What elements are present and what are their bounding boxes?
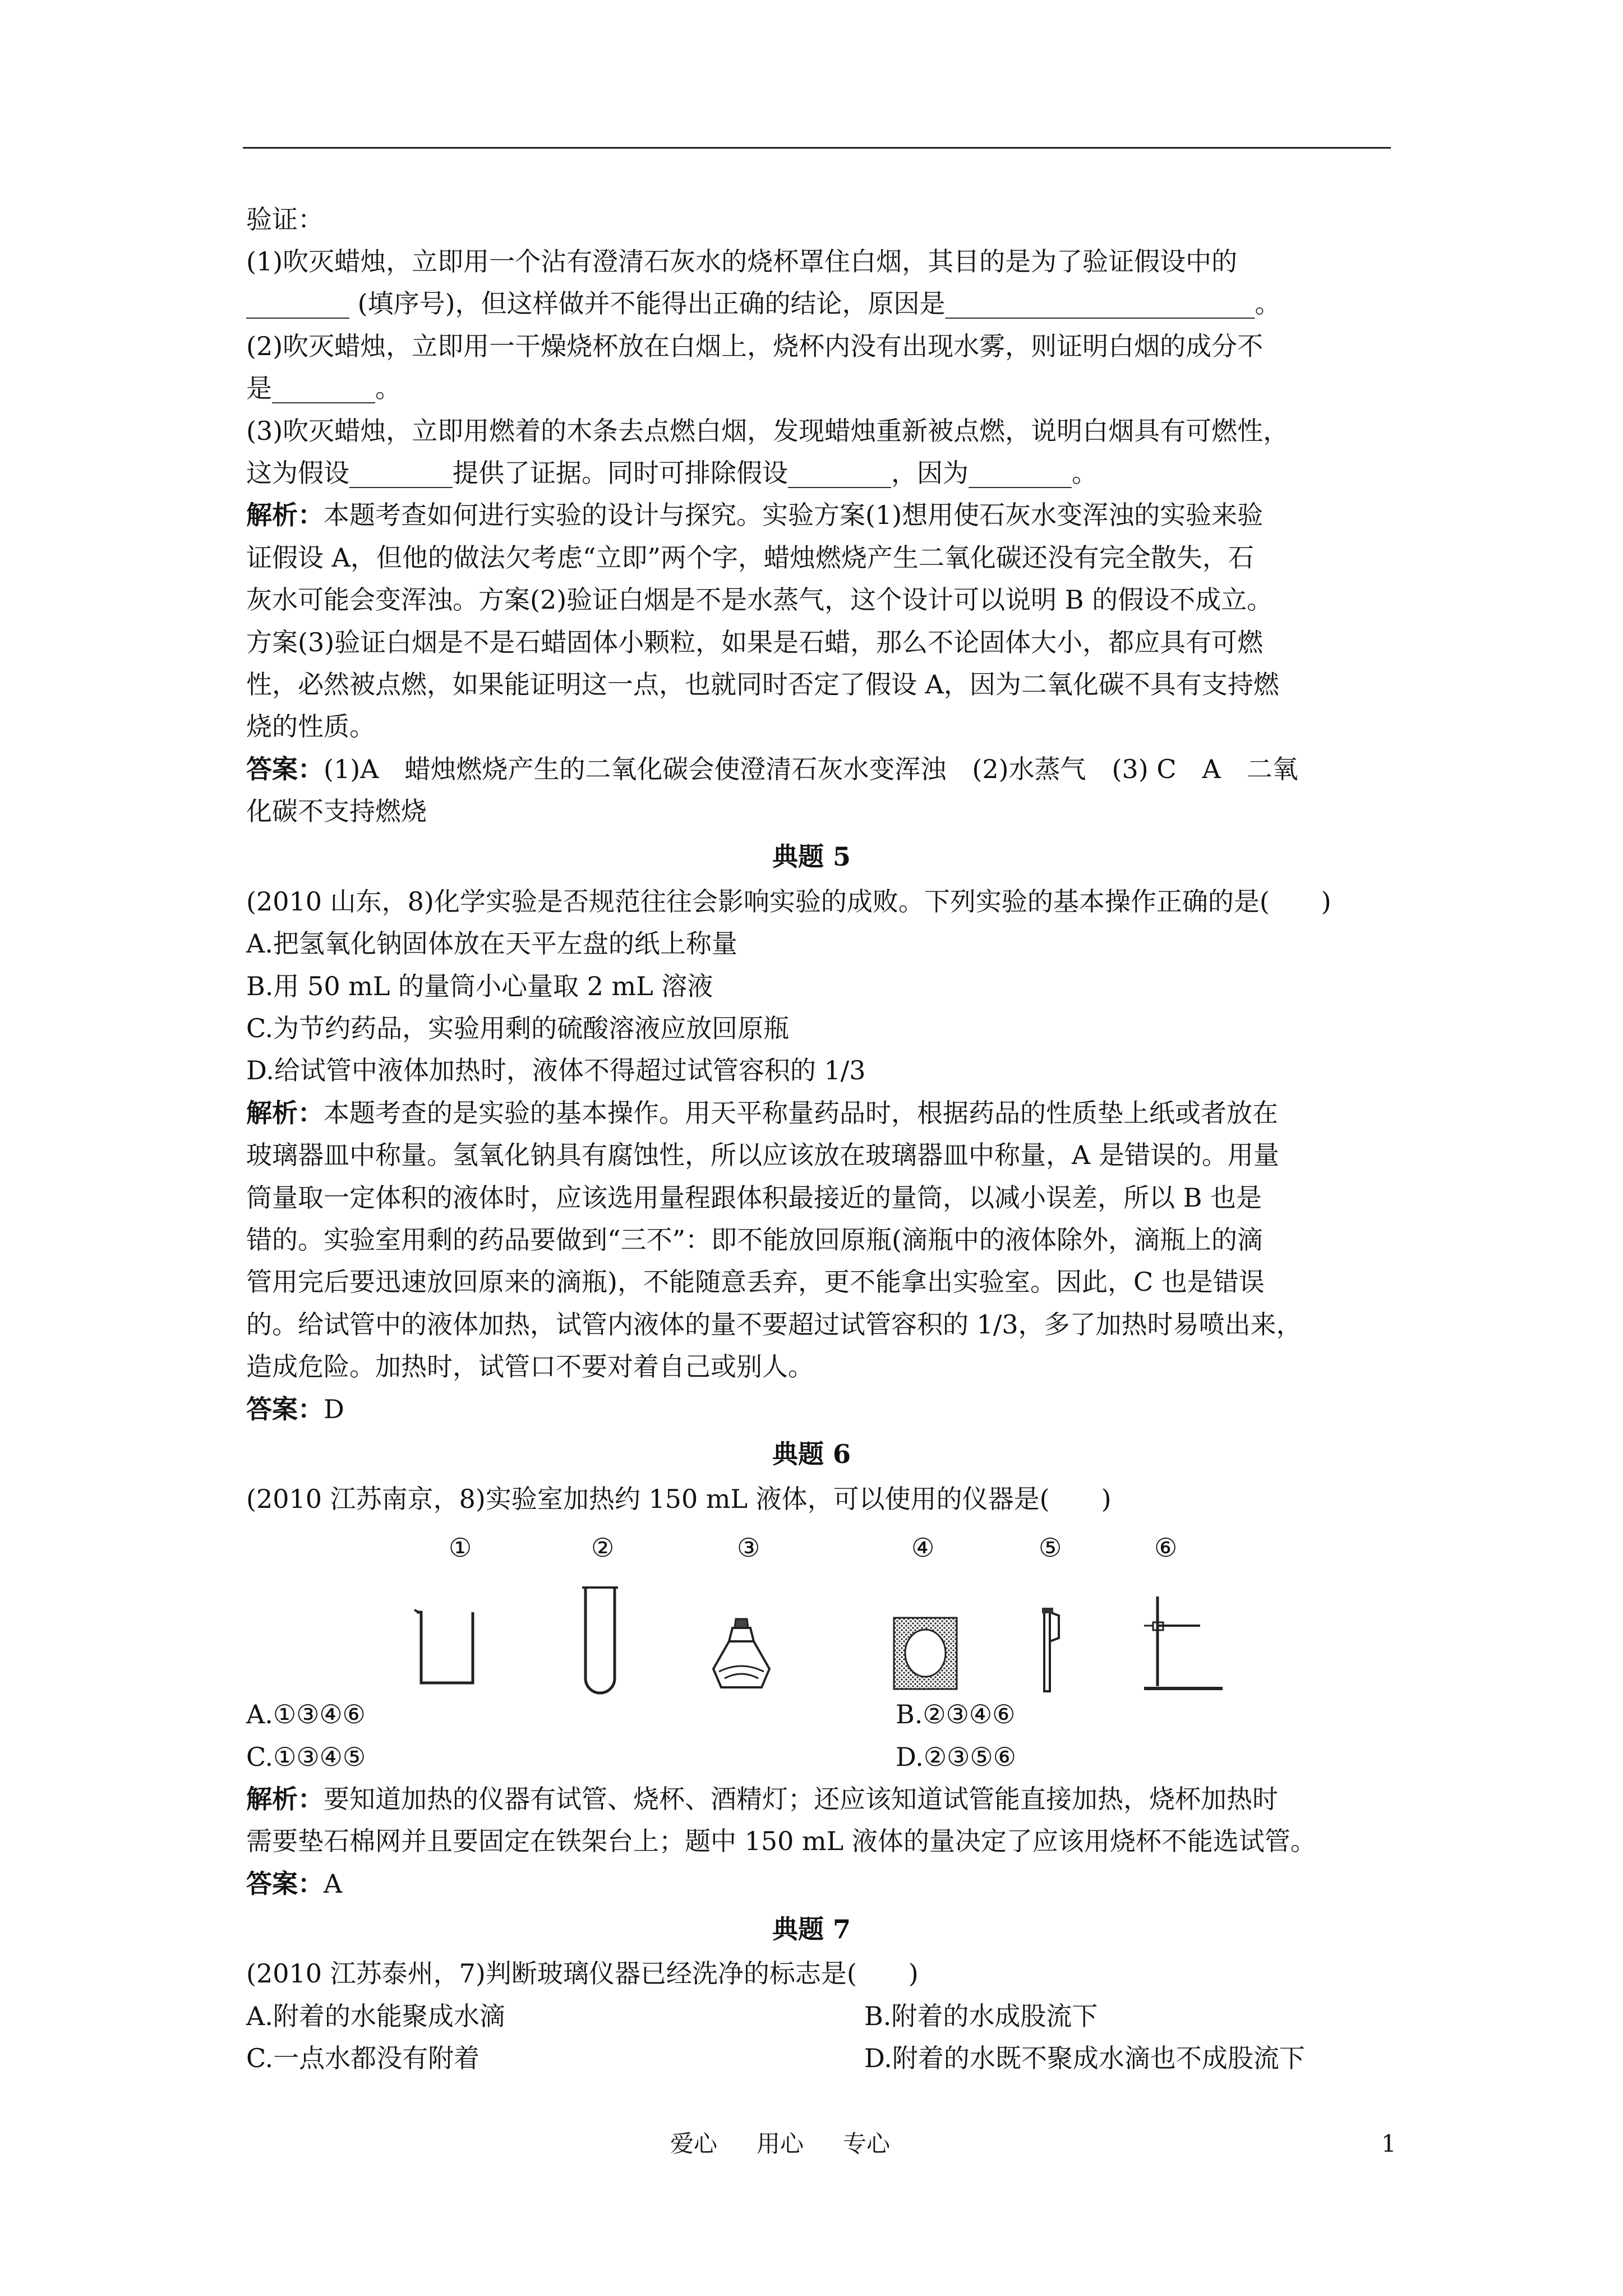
analysis-label: 解析： <box>246 1098 324 1128</box>
analysis-line: 性，必然被点燃，如果能证明这一点，也就同时否定了假设 A，因为二氧化碳不具有支持燃 <box>246 669 1279 700</box>
text-line: (1)吹灭蜡烛，立即用一个沾有澄清石灰水的烧杯罩住白烟，其目的是为了验证假设中的 <box>246 246 1238 277</box>
asbestos-gauze-icon <box>892 1616 959 1691</box>
option: B.附着的水成股流下 <box>864 2001 1098 2031</box>
analysis-line <box>246 1097 1278 1129</box>
answer-text: A <box>324 1869 343 1899</box>
footer-item: 爱心 <box>670 2130 718 2157</box>
option: A.把氢氧化钠固体放在天平左盘的纸上称量 <box>246 928 737 959</box>
option: D.附着的水既不聚成水滴也不成股流下 <box>864 2043 1305 2073</box>
analysis-text: 本题考查的是实验的基本操作。用天平称量药品时，根据药品的性质垫上纸或者放在 <box>324 1098 1278 1128</box>
analysis-line <box>246 1783 1278 1815</box>
answer-label: 答案： <box>246 1394 324 1424</box>
option: C.①③④⑤ <box>246 1742 366 1772</box>
analysis-line: 需要垫石棉网并且要固定在铁架台上；题中 150 mL 液体的量决定了应该用烧杯不能选试管。 <box>246 1826 1316 1856</box>
analysis-label: 解析： <box>246 500 324 530</box>
beaker-icon <box>412 1604 479 1688</box>
page-number: 1 <box>1381 2130 1396 2157</box>
footer <box>670 2129 929 2159</box>
analysis-text: 要知道加热的仪器有试管、烧杯、酒精灯；还应该知道试管能直接加热，烧杯加热时 <box>324 1784 1278 1814</box>
answer-text: D <box>324 1394 344 1424</box>
question-heading: 典题 7 <box>772 1914 851 1944</box>
option: A.①③④⑥ <box>246 1699 366 1729</box>
option: B.用 50 mL 的量筒小心量取 2 mL 溶液 <box>246 971 713 1001</box>
analysis-line: 管用完后要迅速放回原来的滴瓶)，不能随意丢弃，更不能拿出实验室。因此，C 也是错误 <box>246 1267 1265 1297</box>
test-tube-icon <box>578 1583 623 1695</box>
question-stem: (2010 江苏泰州，7)判断玻璃仪器已经洗净的标志是( ) <box>246 1958 919 1989</box>
text-line: 验证： <box>246 204 324 234</box>
alcohol-lamp-icon <box>708 1616 775 1691</box>
analysis-line: 造成危险。加热时，试管口不要对着自己或别人。 <box>246 1351 814 1382</box>
analysis-line: 证假设 A，但他的做法欠考虑“立即”两个字，蜡烛燃烧产生二氧化碳还没有完全散失，石 <box>246 542 1254 573</box>
analysis-line: 灰水可能会变浑浊。方案(2)验证白烟是不是水蒸气，这个设计可以说明 B 的假设不成立。 <box>246 585 1273 615</box>
answer-text: (1)A 蜡烛燃烧产生的二氧化碳会使澄清石灰水变浑浊 (2)水蒸气 (3) C A 二氧 <box>324 754 1298 784</box>
instrument-number: ⑤ <box>1039 1533 1062 1563</box>
header-rule <box>243 147 1391 149</box>
answer-line <box>246 1867 342 1900</box>
text-line: 是________。 <box>246 373 401 403</box>
answer-label: 答案： <box>246 1869 324 1899</box>
analysis-line: 的。给试管中的液体加热，试管内液体的量不要超过试管容积的 1/3，多了加热时易喷出来， <box>246 1309 1302 1340</box>
analysis-line: 错的。实验室用剩的药品要做到“三不”：即不能放回原瓶(滴瓶中的液体除外，滴瓶上的滴 <box>246 1225 1263 1255</box>
text-line: (2)吹灭蜡烛，立即用一干燥烧杯放在白烟上，烧杯内没有出现水雾，则证明白烟的成分不 <box>246 331 1264 361</box>
option: C.一点水都没有附着 <box>246 2043 480 2073</box>
option: A.附着的水能聚成水滴 <box>246 2001 505 2031</box>
text-line: (3)吹灭蜡烛，立即用燃着的木条去点燃白烟，发现蜡烛重新被点燃，说明白烟具有可燃性， <box>246 416 1289 446</box>
analysis-text: 本题考查如何进行实验的设计与探究。实验方案(1)想用使石灰水变浑浊的实验来验 <box>324 500 1264 530</box>
question-heading: 典题 5 <box>772 841 851 872</box>
question-heading: 典题 6 <box>772 1439 851 1469</box>
instrument-number: ① <box>449 1533 472 1563</box>
iron-stand-icon <box>1138 1593 1228 1694</box>
instrument-number: ③ <box>737 1533 760 1563</box>
text-line: ________ (填序号)，但这样做并不能得出正确的结论，原因是________________________。 <box>246 288 1281 319</box>
text-line: 这为假设________提供了证据。同时可排除假设________，因为________。 <box>246 458 1098 488</box>
option: D.给试管中液体加热时，液体不得超过试管容积的 1/3 <box>246 1055 866 1085</box>
option: B.②③④⑥ <box>896 1699 1016 1729</box>
instrument-number: ④ <box>911 1533 935 1563</box>
footer-item: 用心 <box>757 2130 804 2157</box>
footer-item: 专心 <box>843 2130 891 2157</box>
instrument-number: ② <box>591 1533 615 1563</box>
option: C.为节约药品，实验用剩的硫酸溶液应放回原瓶 <box>246 1013 790 1043</box>
question-stem: (2010 山东，8)化学实验是否规范往往会影响实验的成败。下列实验的基本操作正确的是( ) <box>246 886 1331 917</box>
answer-line <box>246 753 1298 785</box>
analysis-line: 玻璃器皿中称量。氢氧化钠具有腐蚀性，所以应该放在玻璃器皿中称量，A 是错误的。用量 <box>246 1140 1279 1170</box>
option: D.②③⑤⑥ <box>896 1742 1016 1772</box>
instrument-number: ⑥ <box>1154 1533 1178 1563</box>
answer-line <box>246 1393 344 1425</box>
analysis-label: 解析： <box>246 1784 324 1814</box>
analysis-line: 烧的性质。 <box>246 711 375 742</box>
analysis-line: 筒量取一定体积的液体时，应该选用量程跟体积最接近的量筒，以减小误差，所以 B 也是 <box>246 1182 1262 1213</box>
question-stem: (2010 江苏南京，8)实验室加热约 150 mL 液体，可以使用的仪器是( ) <box>246 1484 1112 1514</box>
answer-line: 化碳不支持燃烧 <box>246 796 427 826</box>
analysis-line: 方案(3)验证白烟是不是石蜡固体小颗粒，如果是石蜡，那么不论固体大小，都应具有可燃 <box>246 627 1264 657</box>
test-tube-holder-icon <box>1032 1604 1066 1694</box>
analysis-line <box>246 499 1263 531</box>
answer-label: 答案： <box>246 754 324 784</box>
